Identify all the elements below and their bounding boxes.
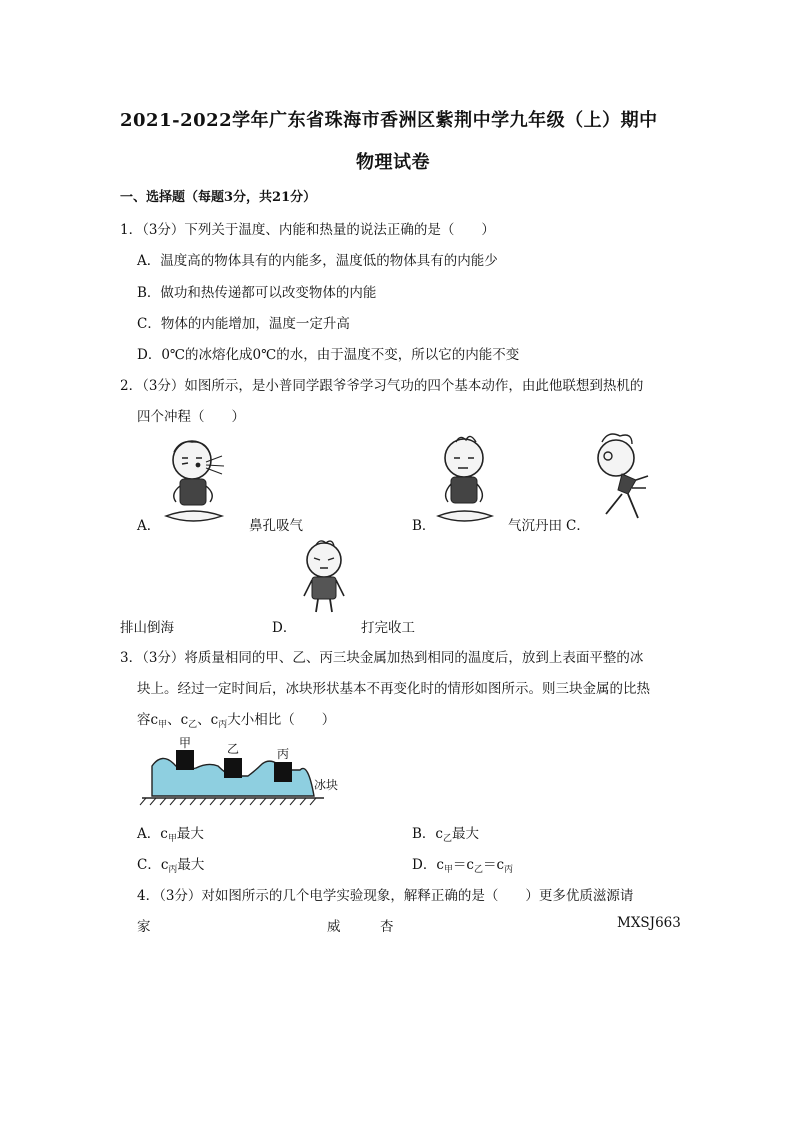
q3-label-bing: 丙 xyxy=(277,747,290,761)
subscript-jia: 甲 xyxy=(158,720,168,730)
q3-stem-line3 xyxy=(137,708,335,730)
q3-stem-text: 、c xyxy=(167,712,189,728)
subscript-yi: 乙 xyxy=(188,720,198,730)
q3-stem-text: 、c xyxy=(197,712,219,728)
q2-option-b-caption: 气沉丹田 xyxy=(508,518,562,534)
q3-option-a xyxy=(137,822,204,844)
q1-option-b: B．做功和热传递都可以改变物体的内能 xyxy=(137,285,377,301)
page-title-line1: 2021-2022学年广东省珠海市香洲区紫荆中学九年级（上）期中 xyxy=(120,110,658,131)
option-text: 最大 xyxy=(176,826,204,842)
q4-fragment-2: 威 xyxy=(327,919,341,935)
q2-stem-line2: 四个冲程（ ） xyxy=(137,409,245,425)
q3-option-c xyxy=(137,853,204,875)
option-text: 最大 xyxy=(452,826,479,842)
subscript-bing: 丙 xyxy=(218,720,228,730)
q3-label-ice: 冰块 xyxy=(314,778,339,792)
q3-stem-text: 容c xyxy=(137,712,159,728)
subscript: 乙 xyxy=(473,865,483,875)
q2-option-a-label: A． xyxy=(137,518,161,534)
q3-stem-line1: 3．（3分）将质量相同的甲、乙、丙三块金属加热到相同的温度后，放到上表面平整的冰 xyxy=(120,650,644,666)
q3-stem-line2: 块上。经过一定时间后，冰块形状基本不再变化时的情形如图所示。则三块金属的比热 xyxy=(137,681,650,697)
q2-option-c-label: C． xyxy=(566,518,590,534)
q1-option-d: D．0℃的冰熔化成0℃的水，由于温度不变，所以它的内能不变 xyxy=(137,347,520,363)
subscript: 丙 xyxy=(504,865,514,875)
q2-option-c-caption: 排山倒海 xyxy=(120,620,174,636)
q2-option-d-caption: 打完收工 xyxy=(361,620,415,636)
subscript: 丙 xyxy=(168,865,178,875)
option-text: D．c xyxy=(412,857,444,873)
subscript: 乙 xyxy=(442,834,452,844)
q3-stem-text: 大小相比（ ） xyxy=(227,712,336,728)
q2-figure-c-image xyxy=(592,432,652,524)
q1-option-a: A．温度高的物体具有的内能多，温度低的物体具有的内能少 xyxy=(137,253,498,269)
q2-option-b-label: B． xyxy=(412,518,436,534)
option-text: ＝c xyxy=(482,857,505,873)
q3-label-yi: 乙 xyxy=(227,742,240,756)
q2-option-a-caption: 鼻孔吸气 xyxy=(249,518,303,534)
q2-stem-line1: 2．（3分）如图所示，是小普同学跟爷爷学习气功的四个基本动作，由此他联想到热机的 xyxy=(120,378,644,394)
q3-option-b xyxy=(412,822,479,844)
q4-fragment-4: MXSJ663 xyxy=(617,915,681,931)
q2-option-d-label: D． xyxy=(272,620,297,636)
option-text: 最大 xyxy=(177,857,205,873)
subscript: 甲 xyxy=(167,834,177,844)
q2-figure-a-image xyxy=(160,438,230,526)
section-heading: 一、选择题（每题3分，共21分） xyxy=(120,190,317,205)
q4-fragment-1: 家 xyxy=(137,919,151,935)
subscript: 甲 xyxy=(443,865,453,875)
q3-label-jia: 甲 xyxy=(179,736,192,750)
q3-option-d xyxy=(412,853,513,875)
option-text: ＝c xyxy=(452,857,474,873)
q2-figure-b-image xyxy=(436,436,496,526)
page-title-line2: 物理试卷 xyxy=(356,152,430,173)
q1-option-c: C．物体的内能增加，温度一定升高 xyxy=(137,316,350,332)
option-text: A．c xyxy=(137,826,168,842)
option-text: C．c xyxy=(137,857,169,873)
q2-figure-d-image xyxy=(300,540,348,614)
q1-stem: 1．（3分）下列关于温度、内能和热量的说法正确的是（ ） xyxy=(120,222,495,238)
q4-fragment-3: 杏 xyxy=(380,919,394,935)
q4-stem-line1: 4．（3分）对如图所示的几个电学实验现象，解释正确的是（ ）更多优质滋源请 xyxy=(137,888,634,904)
option-text: B．c xyxy=(412,826,443,842)
